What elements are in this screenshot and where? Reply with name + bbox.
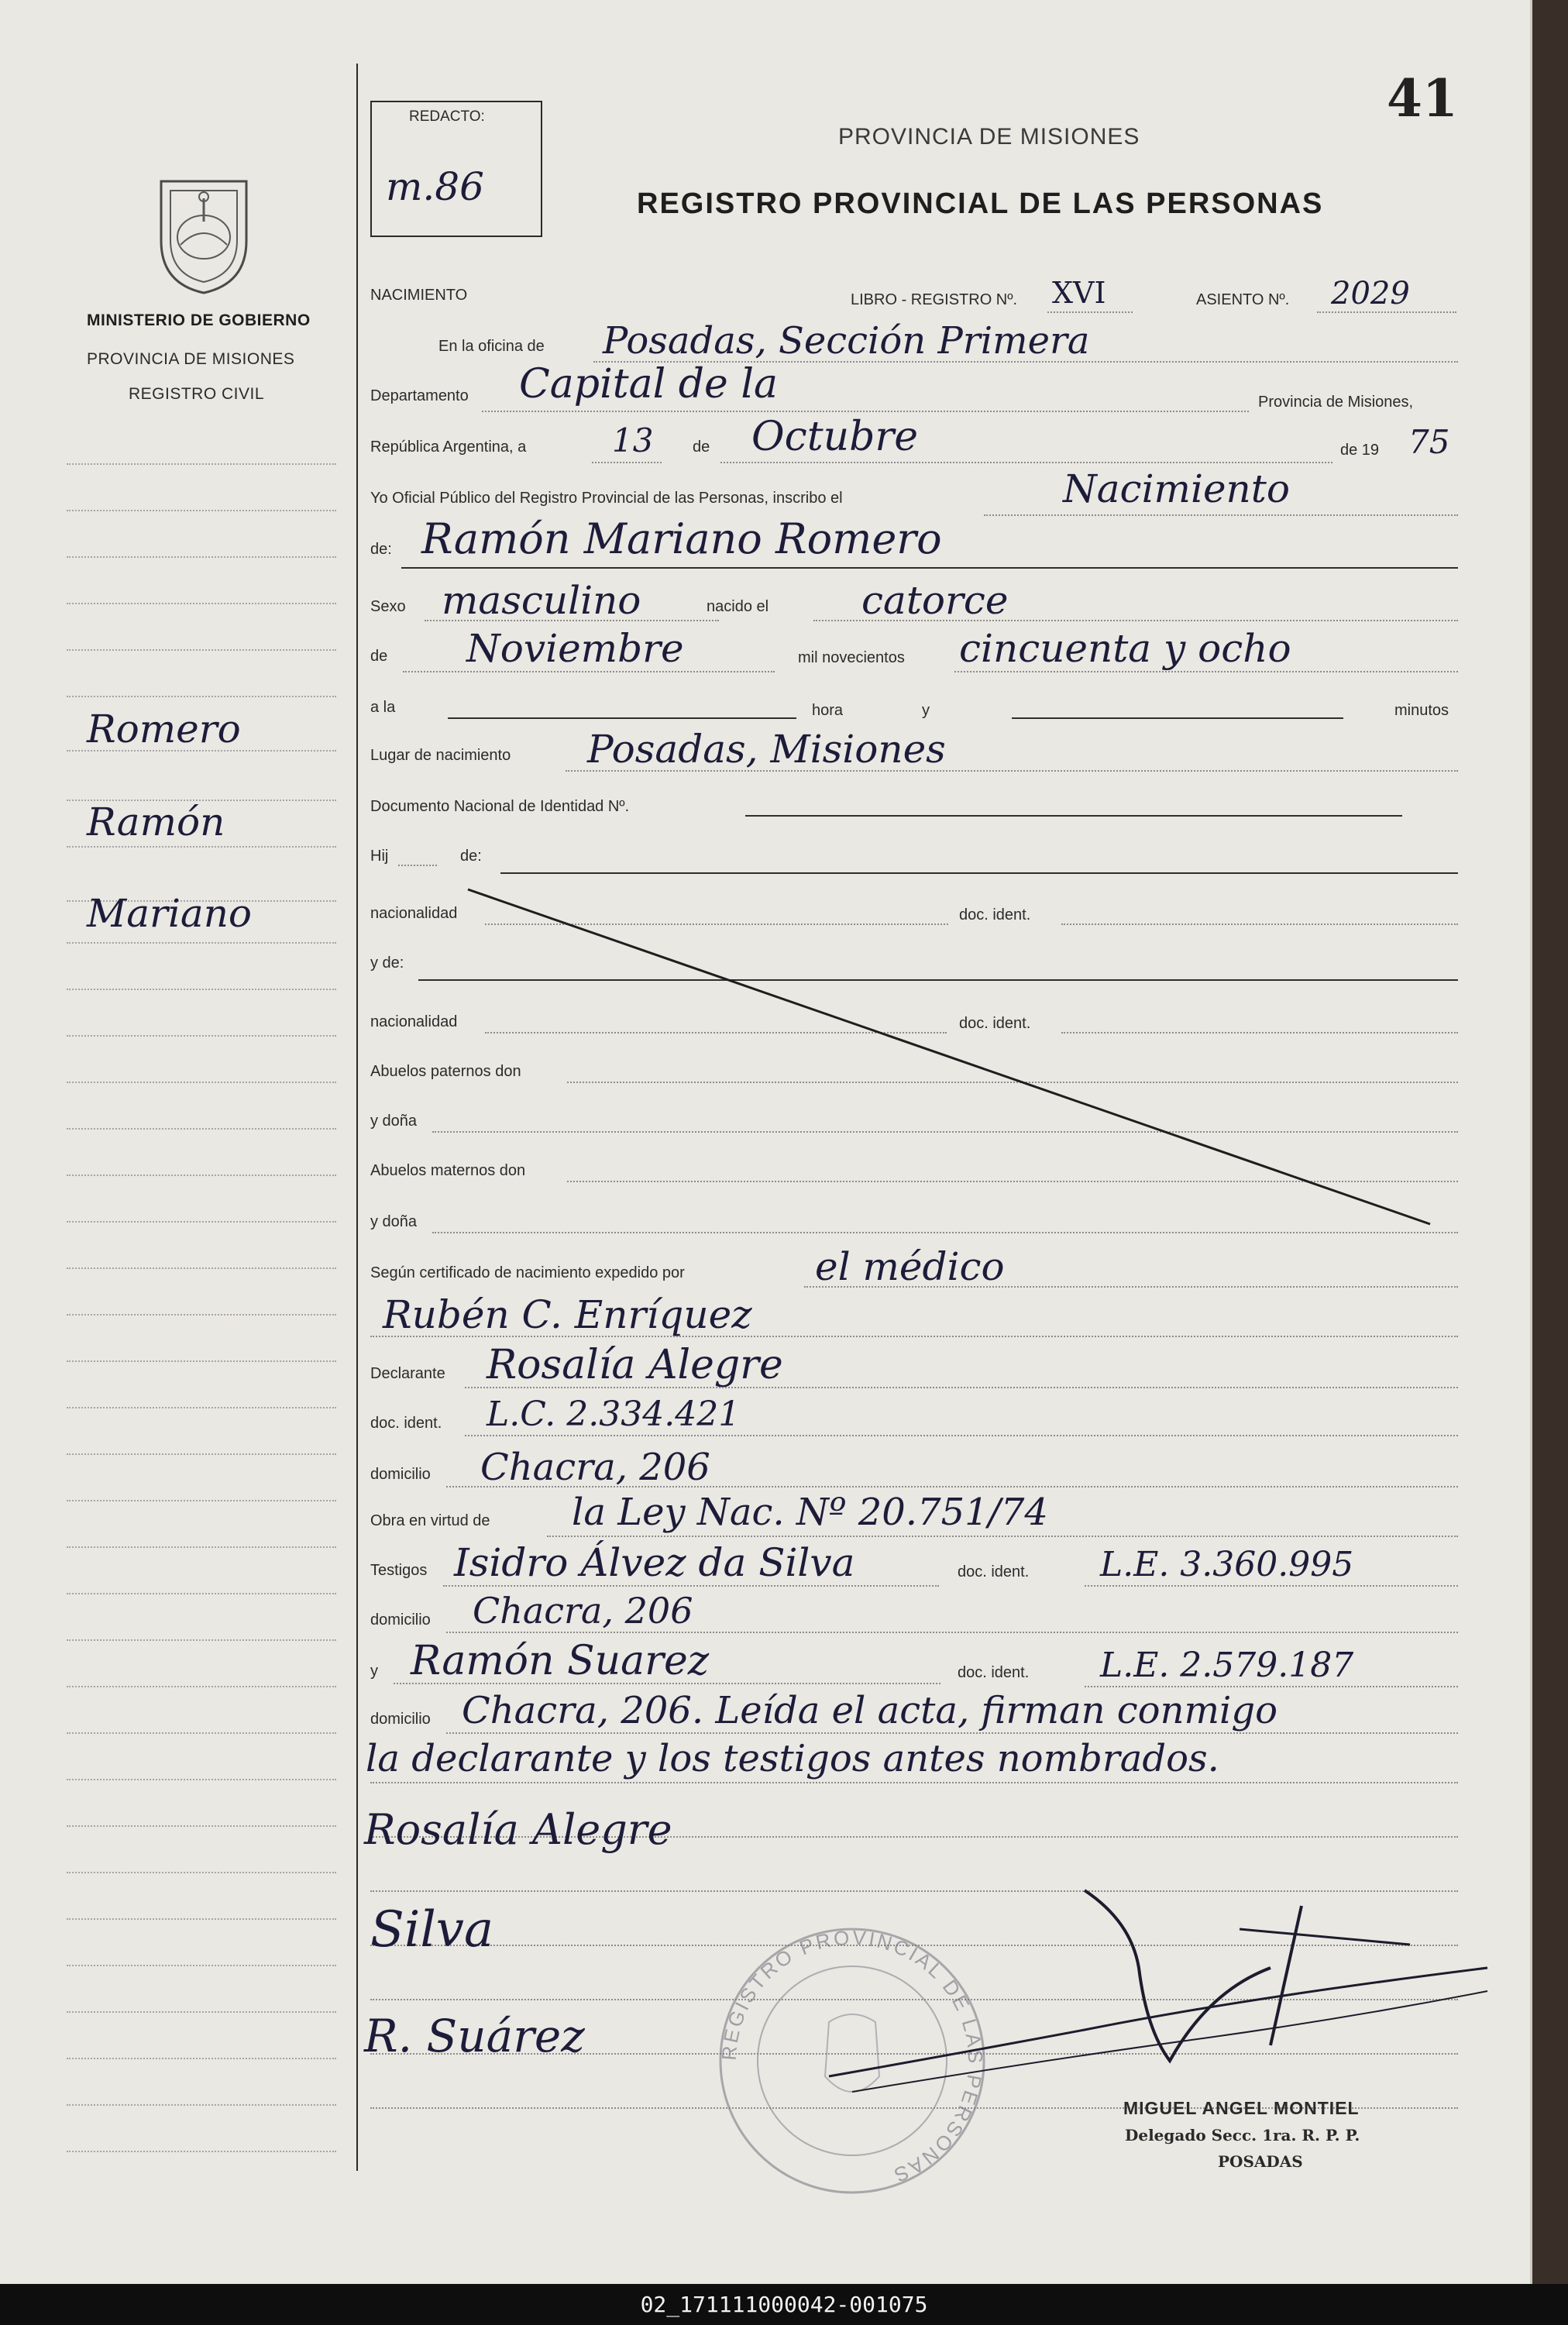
day-value: 13 (612, 421, 654, 459)
asiento-value: 2029 (1331, 276, 1410, 311)
stamp-text: REGISTRO PROVINCIAL DE LAS PERSONAS (717, 1925, 988, 2188)
registry-label: REGISTRO CIVIL (129, 385, 265, 403)
year-label: de 19 (1340, 442, 1380, 459)
nacionalidad-label-2: nacionalidad (370, 1013, 458, 1030)
domicilio-label-2: domicilio (370, 1611, 431, 1629)
oficina-value: Posadas, Sección Primera (603, 319, 1090, 363)
y-dona-label: y doña (370, 1113, 418, 1130)
doc-ident-label-2: doc. ident. (959, 1015, 1031, 1032)
testigo1-domicilio: Chacra, 206 (473, 1590, 693, 1632)
testigo2-value: Ramón Suarez (411, 1638, 710, 1684)
asiento-label: ASIENTO Nº. (1196, 291, 1290, 308)
registry-title: REGISTRO PROVINCIAL DE LAS PERSONAS (637, 187, 1324, 220)
closing-rule-2 (370, 1782, 1458, 1783)
domicilio-value: Chacra, 206 (480, 1446, 710, 1489)
ministry-label: MINISTERIO DE GOBIERNO (87, 311, 311, 329)
de-parent-label: de: (460, 848, 482, 865)
abuelos-paternos-label: Abuelos paternos don (370, 1063, 521, 1080)
declarante-line (465, 1387, 1458, 1388)
declarante-doc: L.C. 2.334.421 (487, 1395, 741, 1434)
declarante-label: Declarante (370, 1365, 445, 1382)
testigo1-doc-line (1085, 1585, 1458, 1587)
lugar-label: Lugar de nacimiento (370, 747, 511, 764)
sexo-label: Sexo (370, 598, 406, 615)
nacido-value: catorce (861, 578, 1009, 623)
testigo2-doc-line (1085, 1686, 1458, 1687)
month-value: Octubre (751, 414, 919, 460)
obra-label: Obra en virtud de (370, 1512, 490, 1529)
certificado-label: Según certificado de nacimiento expedido por (370, 1264, 685, 1281)
officer-signature (806, 1875, 1503, 2107)
a-la-label: a la (370, 699, 396, 716)
doc-ident-label-3: doc. ident. (370, 1415, 442, 1432)
y-de-label: y de: (370, 954, 404, 972)
testigo1-doc: L.E. 3.360.995 (1100, 1545, 1354, 1584)
y-label-2: y (370, 1663, 378, 1680)
margin-middle-name: Mariano (87, 891, 253, 936)
redacto-label: REDACTO: (409, 108, 485, 125)
testigo1-line (443, 1585, 939, 1587)
mil-value: cincuenta y ocho (959, 626, 1291, 671)
y-dona-label-2: y doña (370, 1213, 418, 1230)
signature-testigo-2: R. Suárez (364, 2010, 585, 2062)
officer-place: POSADAS (1218, 2152, 1303, 2171)
signature-declarante: Rosalía Alegre (364, 1805, 672, 1854)
lugar-value: Posadas, Misiones (587, 727, 946, 772)
signature-testigo-1: Silva (370, 1901, 494, 1959)
doc-ident-label: doc. ident. (959, 906, 1031, 923)
certificado-line (804, 1286, 1458, 1288)
y-label: y (922, 702, 930, 719)
testigo1-domicilio-line (446, 1632, 1458, 1633)
oficina-label: En la oficina de (438, 338, 545, 355)
closing-line-2: la declarante y los testigos antes nombrados. (366, 1737, 1219, 1780)
image-caption-bar: 02_171111000042-001075 (0, 2284, 1568, 2325)
declarante-value: Rosalía Alegre (487, 1342, 783, 1388)
testigo2-line (394, 1683, 940, 1684)
mil-label: mil novecientos (798, 649, 905, 666)
obra-value: la Ley Nac. Nº 20.751/74 (572, 1491, 1048, 1534)
hij-label: Hij (370, 848, 389, 865)
nacido-label: nacido el (707, 598, 769, 615)
departamento-label: Departamento (370, 387, 469, 404)
certificado-value-2: Rubén C. Enríquez (383, 1292, 752, 1337)
officer-role: Delegado Secc. 1ra. R. P. P. (1125, 2126, 1360, 2144)
libro-value: XVI (1052, 276, 1106, 310)
domicilio-line (446, 1486, 1458, 1488)
sexo-value: masculino (442, 578, 641, 623)
closing-line-1: Chacra, 206. Leída el acta, firman conmigo (462, 1689, 1277, 1732)
testigo1-value: Isidro Álvez da Silva (454, 1540, 855, 1585)
obra-line (547, 1536, 1458, 1537)
birth-month-value: Noviembre (466, 626, 684, 671)
redacto-value: m.86 (386, 164, 484, 209)
testigos-label: Testigos (370, 1562, 428, 1579)
de-label-2: de (370, 648, 388, 665)
dni-label: Documento Nacional de Identidad Nº. (370, 798, 630, 815)
page-number: 41 (1387, 68, 1458, 129)
registered-name: Ramón Mariano Romero (421, 514, 942, 563)
certificado-value: el médico (815, 1244, 1005, 1289)
certificado-line-2 (370, 1336, 1458, 1337)
oficial-value: Nacimiento (1063, 466, 1290, 511)
doc-ident-label-5: doc. ident. (958, 1664, 1030, 1681)
province-heading: PROVINCIA DE MISIONES (838, 124, 1140, 150)
closing-rule-1 (446, 1732, 1458, 1734)
margin-surname: Romero (87, 707, 241, 751)
de-name-label: de: (370, 541, 392, 558)
domicilio-label-3: domicilio (370, 1711, 431, 1728)
declarante-doc-line (465, 1435, 1458, 1436)
departamento-value: Capital de la (519, 361, 778, 408)
minutos-label: minutos (1394, 702, 1449, 719)
oficial-text: Yo Oficial Público del Registro Provincial de las Personas, inscribo el (370, 490, 843, 507)
officer-name: MIGUEL ANGEL MONTIEL (1123, 2098, 1360, 2118)
domicilio-label: domicilio (370, 1466, 431, 1483)
nacionalidad-label: nacionalidad (370, 905, 458, 922)
testigo2-doc: L.E. 2.579.187 (1100, 1646, 1354, 1685)
doc-ident-label-4: doc. ident. (958, 1563, 1030, 1580)
de-label: de (693, 439, 710, 456)
margin-first-name: Ramón (87, 800, 225, 844)
hora-label: hora (812, 702, 844, 719)
provincia-label: Provincia de Misiones, (1258, 394, 1414, 411)
province-label: PROVINCIA DE MISIONES (87, 350, 295, 368)
year-value: 75 (1408, 423, 1450, 461)
nacimiento-label: NACIMIENTO (370, 287, 468, 304)
libro-label: LIBRO - REGISTRO Nº. (851, 291, 1018, 308)
republica-label: República Argentina, a (370, 439, 527, 456)
abuelos-maternos-label: Abuelos maternos don (370, 1162, 526, 1179)
